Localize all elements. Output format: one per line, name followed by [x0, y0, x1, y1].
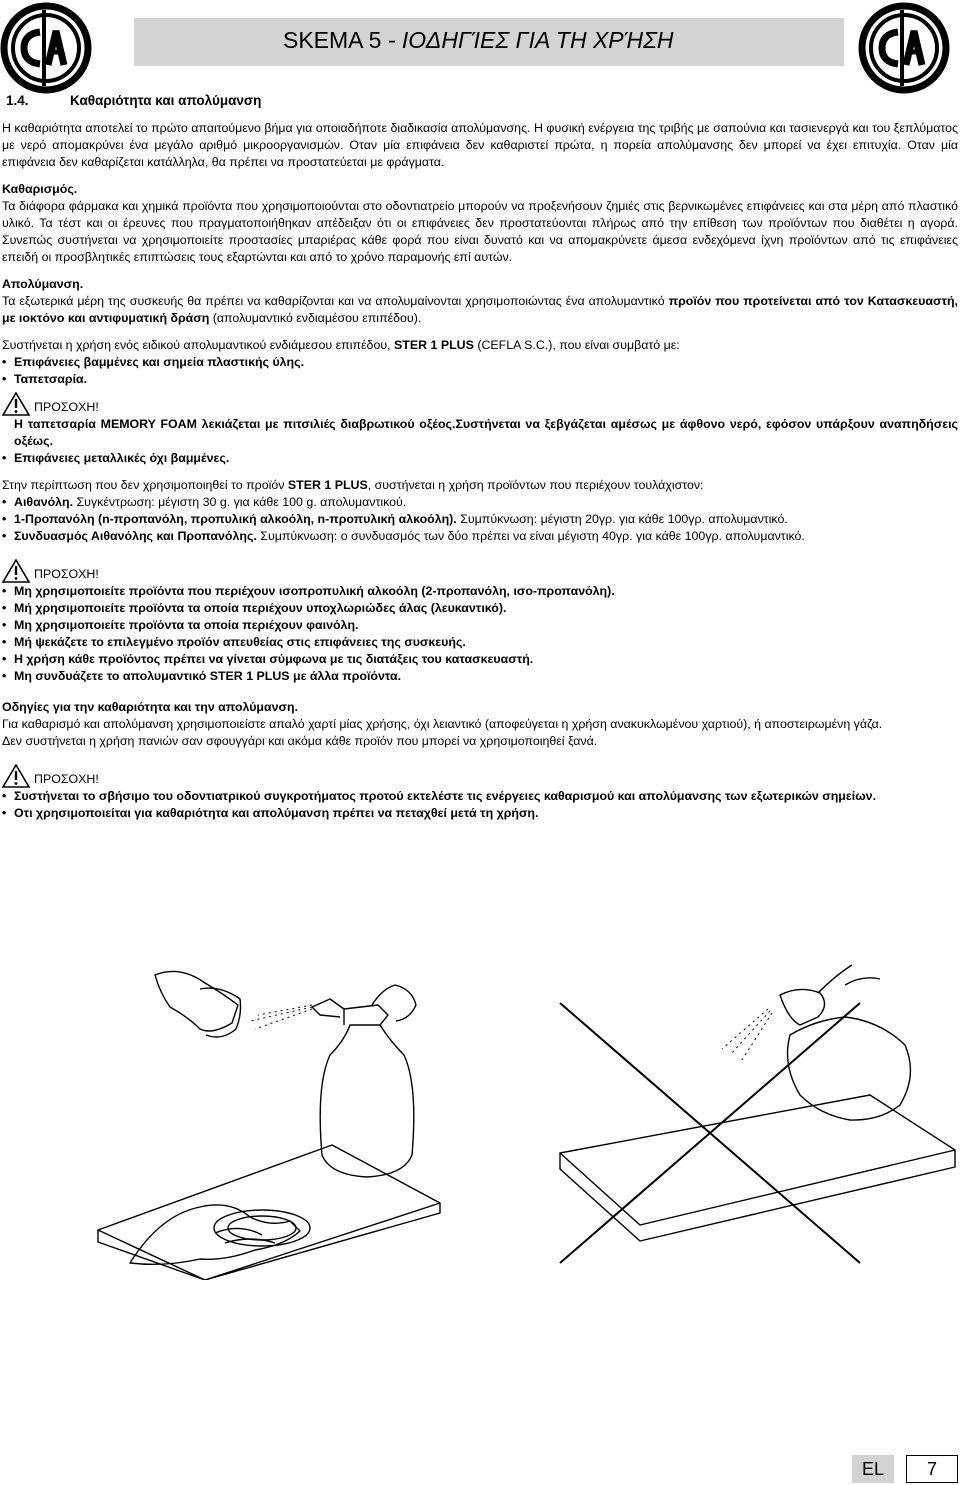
- hand-with-cloth-icon: [155, 971, 238, 1031]
- list-item: • Μη χρησιμοποιείτε προϊόντα τα οποία περιέχουν φαινόλη.: [2, 617, 958, 634]
- recommend-text-b: (CEFLA S.C.), που είναι συμβατό με:: [473, 338, 680, 352]
- list-item: • Επιφάνειες βαμμένες και σημεία πλαστικής ύλης.: [2, 354, 958, 371]
- disinfection-section: [2, 276, 958, 327]
- warning-icon: [2, 392, 30, 416]
- warning-section-3: [2, 764, 958, 822]
- list-item: • Μή ψεκάζετε το επιλεγμένο προϊόν απευθείας στις επιφάνειες της συσκευής.: [2, 634, 958, 651]
- section-title: Καθαριότητα και απολύμανση: [70, 93, 262, 108]
- language-badge: EL: [852, 1455, 894, 1483]
- list-item: • Επιφάνειες μεταλλικές όχι βαμμένες.: [2, 450, 958, 467]
- brand-logo-right: [858, 2, 950, 94]
- surface-right: [560, 1095, 955, 1225]
- instructions-section: [2, 699, 958, 750]
- warning-block: [2, 559, 958, 583]
- disinfection-title: Απολύμανση.: [2, 277, 84, 291]
- model-name: SKEMA 5: [283, 27, 382, 53]
- instructions-title: Οδηγίες για την καθαριότητα και την απολύμανση.: [2, 700, 299, 714]
- disinfection-text-a: Τα εξωτερικά μέρη της συσκευής θα πρέπει να καθαρίζονται και να απολυμαίνονται χρησιμοποιώντας ένα απολυμαντικό: [2, 294, 669, 308]
- disinfection-text-c: (απολυμαντικό ενδιαμέσου επιπέδου).: [209, 311, 422, 325]
- cleaning-section: [2, 181, 958, 266]
- intro-paragraph: Η καθαριότητα αποτελεί το πρώτο απαιτούμενο βήμα για οποιαδήποτε διαδικασία απολύμανσης. Η φυσική ενέργεια της τριβής με σαπούνια και τασιενεργά και του ξεπλύματος με νερό απομακρύνει ένα μεγάλο αριθμό μικροοργανισμών. Οταν μία επιφάνεια δεν καθαριστεί πρώτα, η πορεία απολύμανσης δεν μπορεί να έχει επιτυχία. Οταν μία επιφάνεια δεν καθαρίζεται κατάλληλα, θα πρέπει να προστατεύεται με φράγματα.: [2, 121, 958, 169]
- disinfection-text-b: προϊόν που προτείνεται από τον Κατασκευαστή, με ιοκτόνο και αντιφυματική δράση: [2, 294, 958, 325]
- instructions-line-1: Για καθαρισμό και απολύμανση χρησιμοποιείστε απαλό χαρτί μίας χρήσης, όχι λειαντικό (αποφεύγεται η χρήση ανακυκλωμένου χαρτιού), ή αποστειρωμένη γάζα.: [2, 717, 883, 731]
- list-item: • Μη συνδυάζετε το απολυμαντικό STER 1 PLUS με άλλα προϊόντα.: [2, 668, 958, 685]
- list-item: • Μή χρησιμοποιείτε προϊόντα τα οποία περιέχουν υποχλωριώδες άλας (λευκαντικό).: [2, 600, 958, 617]
- spray-bottle-right-icon: [788, 1017, 911, 1120]
- page-number: 7: [906, 1455, 958, 1483]
- list-item: • Η χρήση κάθε προϊόντος πρέπει να γίνεται σύμφωνα με τις διατάξεις του κατασκευαστή.: [2, 651, 958, 668]
- warning-section-2: [2, 559, 958, 685]
- list-item: • Αιθανόλη. Συγκέντρωση: μέγιστη 30 g. για κάθε 100 g. απολυμαντικού.: [2, 494, 958, 511]
- cleaning-text: Τα διάφορα φάρμακα και χημικά προϊόντα που χρησιμοποιούνται στο οδοντιατρείο μπορούν να προξενήσουν ζημιές στις βερνικωμένες επιφάνειες και στα μέρη από πλαστικό υλικό. Τα τέστ και οι έρευνες που πραγματοποιήθηκαν απέδειξαν ότι οι επιφάνειες δεν προστατεύονται πλήρως από την επίθεση των προϊόντων που διαθέτει η αγορά. Συνεπώς συστήνεται να χρησιμοποιείτε προστασίες μπαριέρας κάθε φορά που είναι δυνατό και να απομακρύνετε άμεσα ενδεχόμενα ίχνη προϊόντων από τις επιφάνειες επειδή οι προσβλητικές επιπτώσεις τους εξαρτώνται και από το χρόνο παραμονής επί αυτών.: [2, 199, 958, 264]
- list-item: • Συνδυασμός Αιθανόλης και Προπανόλης. Συμπύκνωση: ο συνδυασμός των δύο πρέπει να είναι μέγιστη 40γρ. για κάθε 100γρ. απολυμαντικό.: [2, 528, 958, 545]
- warning-label: ΠΡΟΣΟΧΗ!: [34, 400, 99, 414]
- list-item: • Μη χρησιμοποιείτε προϊόντα που περιέχουν ισοπροπυλική αλκοόλη (2-προπανόλη, ισο-προπανόλη).: [2, 583, 958, 600]
- hand-wiping-icon: [130, 1205, 300, 1264]
- warning-block: [2, 392, 958, 416]
- spray-bottle-left-icon: [320, 1025, 414, 1177]
- recommend-text-a: Συστήνεται η χρήση ενός ειδικού απολυμαντικού ενδιάμεσου επιπέδου,: [2, 338, 394, 352]
- document-body: [2, 120, 958, 822]
- list-item: • 1-Προπανόλη (n-προπανόλη, προπυλική αλκοόλη, n-προπυλική αλκοόλη). Συμπύκνωση: μέγιστη 20γρ. για κάθε 100γρ. απολυμαντικό.: [2, 511, 958, 528]
- cleaning-illustration: [0, 945, 960, 1280]
- page-title: [283, 27, 674, 54]
- warning-icon: [2, 764, 30, 788]
- alternative-section: [2, 477, 958, 545]
- warning-icon: [2, 559, 30, 583]
- list-item: • Ταπετσαρία.: [2, 371, 958, 388]
- list-item: • Οτι χρησιμοποιείται για καθαριότητα και απολύμανση πρέπει να πεταχθεί μετά τη χρήση.: [2, 805, 958, 822]
- warning-label: ΠΡΟΣΟΧΗ!: [34, 772, 99, 786]
- cleaning-title: Καθαρισμός.: [2, 182, 78, 196]
- alternative-text-b: , συστήνεται η χρήση προϊόντων που περιέχουν τουλάχιστον:: [367, 478, 704, 492]
- warning-block: [2, 764, 958, 788]
- section-number: 1.4.: [6, 93, 29, 108]
- alternative-text-a: Στην περίπτωση που δεν χρησιμοποιηθεί το προϊόν: [2, 478, 288, 492]
- recommend-product: STER 1 PLUS: [394, 338, 474, 352]
- list-item: • Συστήνεται το σβήσιμο του οδοντιατρικού συγκροτήματος προτού εκτελέστε τις ενέργειες καθαρισμού και απολύμανσης των εξωτερικών σημείων.: [2, 788, 958, 805]
- alternative-product: STER 1 PLUS: [287, 478, 368, 492]
- section-heading: [6, 93, 261, 108]
- instructions-line-2: Δεν συστήνεται η χρήση πανιών σαν σφουγγάρι και ακόμα κάθε προϊόν που μπορεί να χρησιμοποιηθεί ξανά.: [2, 734, 598, 748]
- warning-label: ΠΡΟΣΟΧΗ!: [34, 567, 99, 581]
- page-subtitle: - ΙΟΔΗΓΊΕΣ ΓΙΑ ΤΗ ΧΡΉΣΗ: [381, 27, 674, 53]
- warning-text: Η ταπετσαρία MEMORY FOAM λεκιάζεται με πιτσιλιές διαβρωτικού οξέος.Συστήνεται να ξεβγάζεται αμέσως με άφθονο νερό, εφόσον υπάρξουν αναπηδήσεις οξέως.: [14, 417, 958, 448]
- recommend-section: [2, 337, 958, 467]
- brand-logo-left: [0, 2, 92, 94]
